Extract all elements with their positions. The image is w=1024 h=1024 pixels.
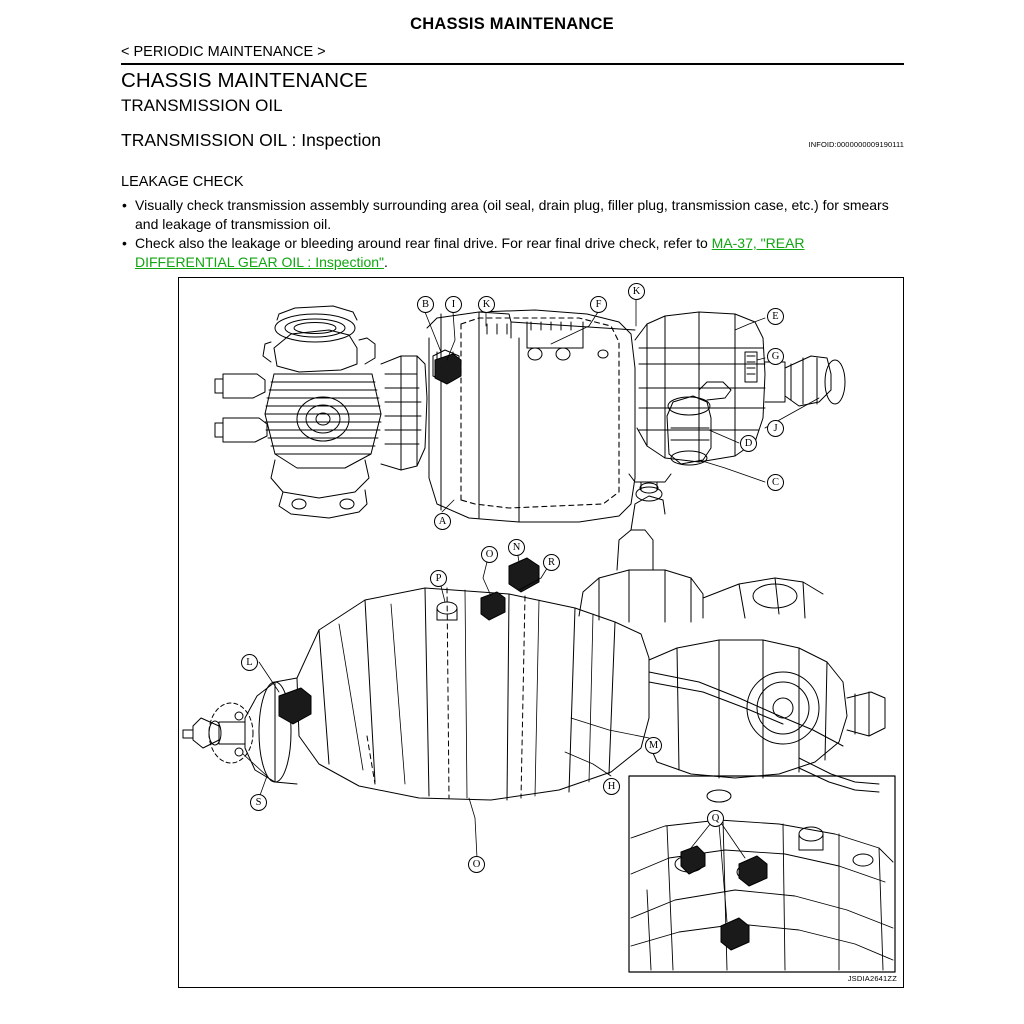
bullet-marker: • bbox=[122, 197, 127, 213]
callout-k-top: K bbox=[478, 296, 495, 313]
check-heading: LEAKAGE CHECK bbox=[121, 174, 244, 190]
callout-p: P bbox=[430, 570, 447, 587]
procedure-title: TRANSMISSION OIL : Inspection bbox=[121, 130, 381, 150]
callout-n: N bbox=[508, 539, 525, 556]
bullet-marker: • bbox=[122, 235, 127, 251]
callout-s: S bbox=[250, 794, 267, 811]
section-title: CHASSIS MAINTENANCE bbox=[121, 69, 368, 92]
transmission-assembly-drawing bbox=[179, 278, 902, 986]
callout-h: H bbox=[603, 778, 620, 795]
figure-code: JSDIA2641ZZ bbox=[847, 974, 897, 983]
callout-a: A bbox=[434, 513, 451, 530]
list-item bbox=[121, 196, 907, 233]
header-divider bbox=[121, 63, 904, 65]
page-header-title: CHASSIS MAINTENANCE bbox=[410, 15, 614, 33]
callout-e: E bbox=[767, 308, 784, 325]
callout-k-right: K bbox=[628, 283, 645, 300]
callout-q: Q bbox=[707, 810, 724, 827]
cross-reference-link[interactable]: MA-37, "REAR DIFFERENTIAL GEAR OIL : Inspection" bbox=[135, 235, 805, 270]
callout-j: J bbox=[767, 420, 784, 437]
callout-g: G bbox=[767, 348, 784, 365]
callout-b: B bbox=[417, 296, 434, 313]
list-item-text: Check also the leakage or bleeding around rear final drive. For rear final drive check, refer to bbox=[135, 235, 712, 251]
callout-l: L bbox=[241, 654, 258, 671]
callout-f: F bbox=[590, 296, 607, 313]
list-item-text: Visually check transmission assembly surrounding area (oil seal, drain plug, filler plug, transmission case, etc.) for smears and leakage of transmission oil. bbox=[135, 197, 889, 232]
infoid-label: INFOID:0000000009190111 bbox=[808, 140, 904, 149]
callout-c: C bbox=[767, 474, 784, 491]
callout-o-lower: O bbox=[468, 856, 485, 873]
subsection-title: TRANSMISSION OIL bbox=[121, 96, 283, 115]
callout-m: M bbox=[645, 737, 662, 754]
callout-d: D bbox=[740, 435, 757, 452]
callout-r: R bbox=[543, 554, 560, 571]
callout-o-upper: O bbox=[481, 546, 498, 563]
breadcrumb: < PERIODIC MAINTENANCE > bbox=[121, 44, 326, 60]
list-item-text-tail: . bbox=[384, 253, 388, 270]
bullet-list bbox=[121, 196, 907, 272]
list-item bbox=[121, 234, 907, 271]
figure-transmission-assembly bbox=[178, 277, 904, 988]
callout-i: I bbox=[445, 296, 462, 313]
